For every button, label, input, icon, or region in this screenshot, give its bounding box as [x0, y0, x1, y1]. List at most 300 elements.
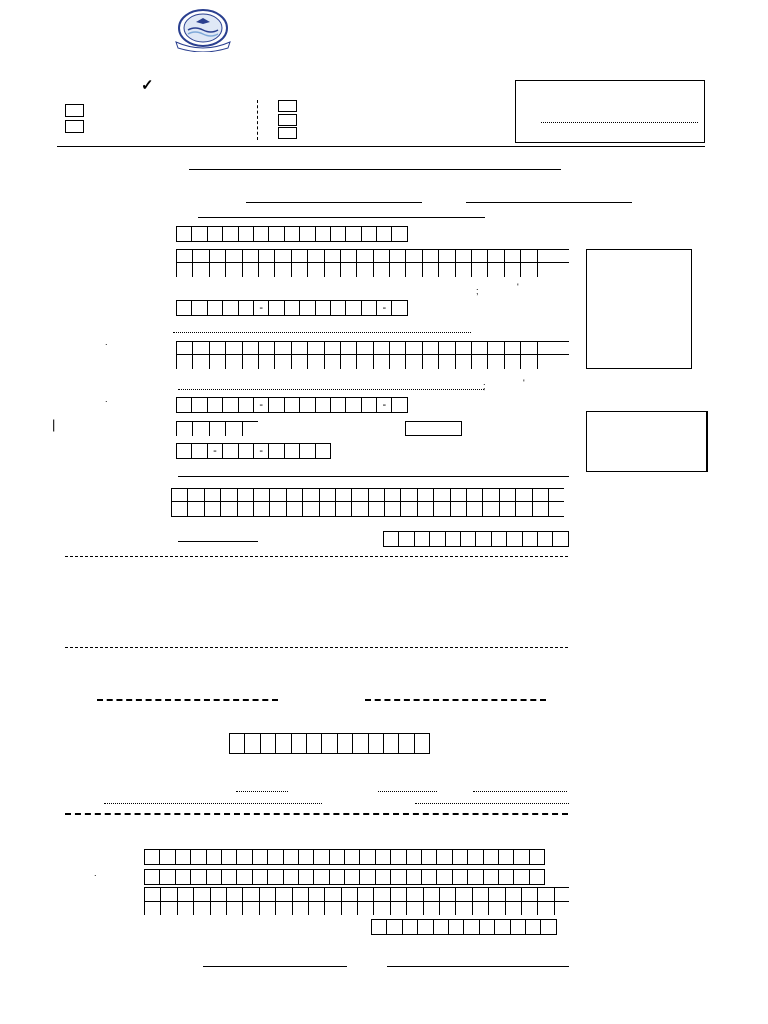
- grid-cell[interactable]: [176, 443, 192, 459]
- grid-cell[interactable]: [345, 300, 361, 316]
- signature-box: [586, 411, 708, 472]
- grid-cell[interactable]: [337, 733, 353, 754]
- grid-cell[interactable]: [406, 869, 422, 885]
- grid-cell[interactable]: [258, 341, 274, 369]
- grid-cell[interactable]: [190, 869, 206, 885]
- grid-cell[interactable]: [242, 887, 258, 915]
- grid-cell[interactable]: [244, 733, 260, 754]
- grid-cell[interactable]: [315, 226, 331, 242]
- section-divider-2: [65, 647, 568, 648]
- grid-cell[interactable]: [171, 488, 187, 517]
- name-grid-2[interactable]: [176, 341, 553, 369]
- check-mark-icon: ✓: [141, 77, 154, 94]
- grid-cell[interactable]: [191, 397, 207, 413]
- grid-cell[interactable]: [361, 397, 377, 413]
- grid-cell[interactable]: [483, 869, 499, 885]
- grid-cell[interactable]: [274, 341, 290, 369]
- grid-cell[interactable]: [521, 887, 537, 915]
- grid-cell[interactable]: [206, 849, 222, 865]
- grid-cell[interactable]: [268, 443, 284, 459]
- option-checkbox-3[interactable]: [278, 100, 297, 112]
- grid-cell[interactable]: [439, 887, 455, 915]
- grid-cell[interactable]: [406, 849, 422, 865]
- grid-cell[interactable]: [344, 849, 360, 865]
- grid-cell[interactable]: [423, 887, 439, 915]
- bottom-open-grid[interactable]: [144, 887, 570, 915]
- grid-cell[interactable]: [472, 887, 488, 915]
- grid-cell[interactable]: [482, 488, 498, 517]
- grid-cell[interactable]: [475, 531, 491, 547]
- grid-cell[interactable]: [315, 443, 331, 459]
- grid-cell[interactable]: [176, 341, 192, 369]
- grid-cell[interactable]: [176, 300, 192, 316]
- grid-cell[interactable]: [513, 849, 529, 865]
- grid-cell[interactable]: [433, 919, 449, 935]
- office-use-box: [515, 80, 705, 143]
- grid-cell[interactable]: [398, 531, 414, 547]
- dotted-line-2[interactable]: [178, 389, 484, 390]
- grid-cell[interactable]: [283, 849, 299, 865]
- grid-cell[interactable]: [391, 226, 407, 242]
- option-checkbox-1[interactable]: [65, 104, 84, 117]
- grid-cell[interactable]: [515, 488, 531, 517]
- grid-cell[interactable]: [176, 226, 192, 242]
- grid-cell[interactable]: [405, 341, 421, 369]
- grid-cell[interactable]: [466, 488, 482, 517]
- grid-cell[interactable]: [220, 488, 236, 517]
- grid-cell[interactable]: [483, 849, 499, 865]
- grid-cell[interactable]: [192, 421, 208, 436]
- grid-cell[interactable]: [406, 887, 422, 915]
- grid-cell[interactable]: [345, 397, 361, 413]
- signature-line-1[interactable]: [97, 699, 278, 701]
- grid-cell[interactable]: [359, 849, 375, 865]
- grid-cell[interactable]: [529, 849, 545, 865]
- grid-cell[interactable]: [498, 869, 514, 885]
- grid-cell[interactable]: [313, 869, 329, 885]
- section-divider-1: [65, 556, 568, 557]
- signature-line-2[interactable]: [365, 699, 546, 701]
- grid-cell[interactable]: [452, 869, 468, 885]
- grid-cell[interactable]: [313, 849, 329, 865]
- grid-cell[interactable]: [368, 733, 384, 754]
- grid-cell[interactable]: [344, 869, 360, 885]
- dotted-line-6[interactable]: [104, 803, 322, 804]
- grid-cell[interactable]: [209, 249, 225, 277]
- grid-cell[interactable]: [238, 397, 254, 413]
- grid-cell[interactable]: [455, 341, 471, 369]
- grid-cell[interactable]: [422, 249, 438, 277]
- grid-cell[interactable]: [259, 887, 275, 915]
- grid-cell[interactable]: [373, 887, 389, 915]
- grid-cell[interactable]: [307, 341, 323, 369]
- address-grid[interactable]: [171, 488, 564, 517]
- grid-cell[interactable]: [371, 919, 387, 935]
- grid-cell[interactable]: [498, 849, 514, 865]
- grid-cell[interactable]: [505, 887, 521, 915]
- grid-cell[interactable]: [229, 733, 245, 754]
- grid-cell[interactable]: -: [207, 443, 223, 459]
- grid-cell[interactable]: [359, 869, 375, 885]
- grid-cell[interactable]: [438, 249, 454, 277]
- grid-cell[interactable]: [356, 341, 372, 369]
- grid-cell[interactable]: [414, 733, 430, 754]
- grid-cell[interactable]: [341, 887, 357, 915]
- grid-cell[interactable]: [532, 488, 548, 517]
- grid-cell[interactable]: [302, 488, 318, 517]
- dotted-line-3[interactable]: [236, 791, 288, 792]
- grid-cell[interactable]: -: [376, 300, 392, 316]
- line-a[interactable]: [246, 202, 422, 203]
- grid-cell[interactable]: [357, 887, 373, 915]
- grid-cell[interactable]: [175, 849, 191, 865]
- grid-cell[interactable]: [222, 397, 238, 413]
- grid-cell[interactable]: [417, 488, 433, 517]
- grid-cell[interactable]: [292, 887, 308, 915]
- grid-cell[interactable]: [352, 733, 368, 754]
- grid-cell[interactable]: [479, 919, 495, 935]
- grid-cell[interactable]: [373, 341, 389, 369]
- grid-cell[interactable]: [398, 733, 414, 754]
- field-grid-12[interactable]: [383, 531, 568, 547]
- grid-cell[interactable]: [291, 341, 307, 369]
- grid-cell[interactable]: -: [253, 397, 269, 413]
- grid-cell[interactable]: [176, 421, 192, 436]
- grid-cell[interactable]: [445, 531, 461, 547]
- grid-cell[interactable]: [159, 849, 175, 865]
- grid-cell[interactable]: [175, 869, 191, 885]
- grid-cell[interactable]: [554, 887, 570, 915]
- grid-cell[interactable]: [330, 300, 346, 316]
- grid-cell[interactable]: [321, 733, 337, 754]
- grid-cell[interactable]: [226, 887, 242, 915]
- grid-cell[interactable]: [252, 849, 268, 865]
- bottom-grid-12[interactable]: [371, 919, 556, 935]
- grid-cell[interactable]: [421, 869, 437, 885]
- grid-cell[interactable]: [284, 300, 300, 316]
- grid-cell[interactable]: [291, 249, 307, 277]
- grid-cell[interactable]: [389, 249, 405, 277]
- grid-cell[interactable]: [283, 869, 299, 885]
- grid-cell[interactable]: [499, 488, 515, 517]
- option-checkbox-4[interactable]: [278, 114, 297, 126]
- grid-cell[interactable]: [192, 341, 208, 369]
- grid-cell[interactable]: [390, 849, 406, 865]
- grid-cell[interactable]: [455, 249, 471, 277]
- grid-cell[interactable]: [144, 849, 160, 865]
- grid-cell[interactable]: [391, 397, 407, 413]
- grid-cell[interactable]: [207, 397, 223, 413]
- grid-cell[interactable]: [400, 488, 416, 517]
- grid-cell[interactable]: [258, 249, 274, 277]
- grid-cell[interactable]: [299, 226, 315, 242]
- grid-cell[interactable]: [506, 531, 522, 547]
- short-line[interactable]: [178, 541, 258, 542]
- grid-cell[interactable]: [269, 488, 285, 517]
- mark-dot-2: .: [105, 394, 108, 404]
- grid-cell[interactable]: [225, 249, 241, 277]
- grid-cell[interactable]: [414, 531, 430, 547]
- header-rule: [57, 146, 705, 147]
- grid-cell[interactable]: [390, 887, 406, 915]
- grid-cell[interactable]: [268, 226, 284, 242]
- grid-cell[interactable]: [351, 488, 367, 517]
- line-b[interactable]: [466, 202, 632, 203]
- mark-tick: ': [517, 282, 519, 292]
- grid-cell[interactable]: [308, 887, 324, 915]
- grid-cell[interactable]: [510, 919, 526, 935]
- grid-cell[interactable]: [238, 300, 254, 316]
- grid-cell[interactable]: [191, 443, 207, 459]
- dotted-line-1[interactable]: [173, 332, 471, 333]
- grid-cell[interactable]: [494, 919, 510, 935]
- grid-cell[interactable]: [384, 488, 400, 517]
- grid-cell[interactable]: [552, 531, 568, 547]
- option-checkbox-5[interactable]: [278, 127, 297, 139]
- grid-cell[interactable]: [306, 733, 322, 754]
- grid-cell[interactable]: [450, 488, 466, 517]
- grid-cell[interactable]: [176, 397, 192, 413]
- grid-cell[interactable]: [176, 249, 192, 277]
- grid-cell[interactable]: [144, 869, 160, 885]
- grid-cell[interactable]: [438, 341, 454, 369]
- grid-cell[interactable]: [267, 849, 283, 865]
- grid-cell[interactable]: [237, 488, 253, 517]
- address-line: [178, 476, 569, 477]
- grid-cell[interactable]: [236, 869, 252, 885]
- office-use-line[interactable]: [541, 122, 698, 123]
- small-grid[interactable]: [176, 421, 243, 436]
- grid-cell[interactable]: [525, 919, 541, 935]
- date-grid-1[interactable]: [176, 300, 407, 316]
- grid-cell[interactable]: [467, 849, 483, 865]
- grid-cell[interactable]: [268, 397, 284, 413]
- grid-cell[interactable]: [487, 249, 503, 277]
- grid-cell[interactable]: [209, 421, 225, 436]
- grid-cell[interactable]: [361, 300, 377, 316]
- grid-cell[interactable]: [207, 300, 223, 316]
- grid-cell[interactable]: [487, 341, 503, 369]
- photo-box: [586, 249, 692, 369]
- grid-cell[interactable]: [368, 488, 384, 517]
- grid-cell[interactable]: [520, 341, 536, 369]
- grid-cell[interactable]: [315, 300, 331, 316]
- grid-cell[interactable]: [471, 341, 487, 369]
- grid-cell[interactable]: [390, 869, 406, 885]
- dotted-line-7[interactable]: [415, 803, 569, 804]
- mark-dot-3: .: [94, 868, 97, 878]
- grid-cell[interactable]: [268, 300, 284, 316]
- grid-cell[interactable]: [356, 249, 372, 277]
- grid-cell[interactable]: [422, 341, 438, 369]
- field-grid-13[interactable]: [229, 733, 429, 754]
- grid-cell[interactable]: [177, 887, 193, 915]
- grid-cell[interactable]: [242, 421, 243, 436]
- grid-cell[interactable]: [529, 869, 545, 885]
- grid-cell[interactable]: [191, 300, 207, 316]
- grid-cell[interactable]: [275, 733, 291, 754]
- field-grid-1[interactable]: [176, 226, 407, 242]
- grid-cell[interactable]: [222, 300, 238, 316]
- grid-cell[interactable]: [260, 733, 276, 754]
- grid-cell[interactable]: [206, 869, 222, 885]
- grid-cell[interactable]: [340, 341, 356, 369]
- grid-cell[interactable]: [383, 733, 399, 754]
- grid-cell[interactable]: [391, 300, 407, 316]
- grid-cell[interactable]: [319, 488, 335, 517]
- dotted-line-5[interactable]: [473, 791, 567, 792]
- grid-cell[interactable]: [436, 869, 452, 885]
- grid-cell[interactable]: [329, 849, 345, 865]
- mark-tick-2: ': [523, 378, 525, 388]
- grid-cell[interactable]: [471, 249, 487, 277]
- grid-cell[interactable]: [291, 733, 307, 754]
- grid-cell[interactable]: [417, 919, 433, 935]
- grid-cell[interactable]: [221, 849, 237, 865]
- grid-cell[interactable]: [299, 443, 315, 459]
- grid-cell[interactable]: [299, 300, 315, 316]
- grid-cell[interactable]: [488, 887, 504, 915]
- grid-cell[interactable]: [299, 397, 315, 413]
- grid-cell[interactable]: [361, 226, 377, 242]
- grid-cell[interactable]: [238, 226, 254, 242]
- grid-cell[interactable]: [537, 887, 553, 915]
- grid-cell[interactable]: [455, 887, 471, 915]
- grid-cell[interactable]: [242, 341, 258, 369]
- line-c[interactable]: [198, 217, 485, 218]
- grid-cell[interactable]: [375, 869, 391, 885]
- grid-cell[interactable]: [225, 341, 241, 369]
- grid-cell[interactable]: [284, 226, 300, 242]
- grid-cell[interactable]: [436, 849, 452, 865]
- grid-cell[interactable]: [286, 488, 302, 517]
- grid-cell[interactable]: [252, 869, 268, 885]
- dotted-line-4[interactable]: [378, 791, 437, 792]
- grid-cell[interactable]: [540, 919, 556, 935]
- name-grid[interactable]: [176, 249, 553, 277]
- grid-cell[interactable]: [144, 887, 160, 915]
- grid-cell[interactable]: [324, 887, 340, 915]
- grid-cell[interactable]: [537, 341, 553, 369]
- bottom-signature-line-1[interactable]: [203, 966, 347, 967]
- grid-cell[interactable]: [159, 869, 175, 885]
- grid-cell[interactable]: [284, 443, 300, 459]
- grid-cell[interactable]: [452, 849, 468, 865]
- grid-cell[interactable]: [274, 249, 290, 277]
- grid-cell[interactable]: [386, 919, 402, 935]
- grid-cell[interactable]: [207, 226, 223, 242]
- grid-cell[interactable]: [160, 887, 176, 915]
- dashed-divider: [257, 100, 258, 140]
- grid-cell[interactable]: [221, 869, 237, 885]
- grid-cell[interactable]: [504, 249, 520, 277]
- grid-cell[interactable]: -: [376, 397, 392, 413]
- grid-cell[interactable]: [298, 849, 314, 865]
- bottom-grid-1[interactable]: [144, 849, 544, 865]
- grid-cell[interactable]: [335, 488, 351, 517]
- grid-cell[interactable]: [210, 887, 226, 915]
- grid-cell[interactable]: [298, 869, 314, 885]
- grid-cell[interactable]: [537, 249, 553, 277]
- grid-cell[interactable]: [329, 869, 345, 885]
- mark-bar: |: [52, 417, 56, 432]
- grid-cell[interactable]: [275, 887, 291, 915]
- grid-cell[interactable]: [467, 869, 483, 885]
- grid-cell[interactable]: [193, 887, 209, 915]
- grid-cell[interactable]: [429, 531, 445, 547]
- grid-cell[interactable]: [376, 226, 392, 242]
- grid-cell[interactable]: [324, 249, 340, 277]
- mark-semicolon-2: ;: [483, 381, 486, 391]
- grid-cell[interactable]: [222, 226, 238, 242]
- grid-cell[interactable]: [433, 488, 449, 517]
- grid-cell[interactable]: [522, 531, 538, 547]
- grid-cell[interactable]: [373, 249, 389, 277]
- grid-cell[interactable]: [209, 341, 225, 369]
- date-grid-2[interactable]: [176, 397, 407, 413]
- bottom-grid-2[interactable]: [144, 869, 544, 885]
- grid-cell[interactable]: [513, 869, 529, 885]
- grid-cell[interactable]: [491, 531, 507, 547]
- grid-cell[interactable]: [405, 249, 421, 277]
- grid-cell[interactable]: [520, 249, 536, 277]
- mark-dot-1: .: [105, 337, 108, 347]
- grid-cell[interactable]: [192, 249, 208, 277]
- grid-cell[interactable]: [315, 397, 331, 413]
- grid-cell[interactable]: -: [253, 443, 269, 459]
- option-checkbox-2[interactable]: [65, 120, 84, 133]
- grid-cell[interactable]: [421, 849, 437, 865]
- grid-cell[interactable]: [225, 421, 241, 436]
- bottom-signature-line-2[interactable]: [387, 966, 569, 967]
- grid-cell[interactable]: [345, 226, 361, 242]
- grid-cell[interactable]: [204, 488, 220, 517]
- grid-cell[interactable]: [253, 488, 269, 517]
- grid-cell[interactable]: [504, 341, 520, 369]
- grid-cell[interactable]: [389, 341, 405, 369]
- mark-semicolon: ;: [476, 286, 479, 296]
- grid-cell[interactable]: -: [253, 300, 269, 316]
- grid-cell[interactable]: [267, 869, 283, 885]
- grid-cell[interactable]: [222, 443, 238, 459]
- grid-cell[interactable]: [463, 919, 479, 935]
- grid-cell[interactable]: [324, 341, 340, 369]
- grid-cell[interactable]: [190, 849, 206, 865]
- grid-cell[interactable]: [307, 249, 323, 277]
- grid-cell[interactable]: [284, 397, 300, 413]
- grid-cell[interactable]: [537, 531, 553, 547]
- title-line: [189, 169, 561, 170]
- section-divider-3: [65, 813, 568, 815]
- grid-cell[interactable]: [383, 531, 399, 547]
- grid-cell[interactable]: [340, 249, 356, 277]
- grid-cell[interactable]: [448, 919, 464, 935]
- grid-cell[interactable]: [253, 226, 269, 242]
- grid-cell[interactable]: [238, 443, 254, 459]
- phone-grid[interactable]: [176, 443, 330, 459]
- grid-cell[interactable]: [548, 488, 564, 517]
- grid-cell[interactable]: [330, 226, 346, 242]
- grid-cell[interactable]: [242, 249, 258, 277]
- grid-cell[interactable]: [375, 849, 391, 865]
- grid-cell[interactable]: [330, 397, 346, 413]
- grid-cell[interactable]: [460, 531, 476, 547]
- grid-cell[interactable]: [187, 488, 203, 517]
- grid-cell[interactable]: [191, 226, 207, 242]
- grid-cell[interactable]: [236, 849, 252, 865]
- grid-cell[interactable]: [402, 919, 418, 935]
- small-input-box[interactable]: [405, 421, 462, 436]
